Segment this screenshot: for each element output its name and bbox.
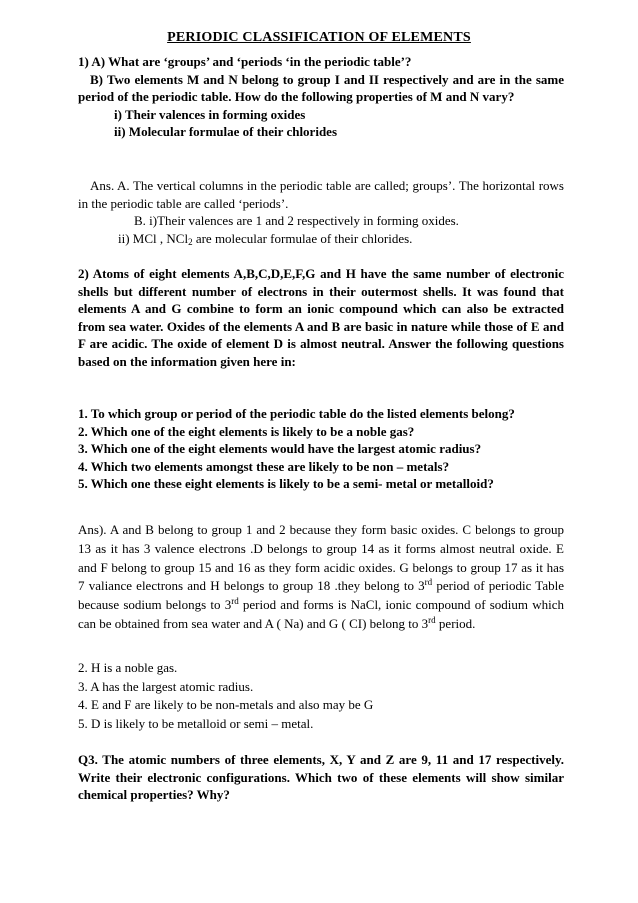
answer-2-text: period. xyxy=(435,615,476,631)
answer-2-text: Ans). A and B belong to group 1 and 2 because they form basic oxides. C belongs to group 13 as it has 3 valence electrons .D belongs to group 14 as it forms almost neutral oxide. E and F belong to group 15 and 16 as they form acidic oxides. G belongs to group 17 as it has 7 valiance electrons and H belongs to group 18 .they belong to 3 xyxy=(78,522,564,594)
question-1b-part-ii: ii) Molecular formulae of their chlorides xyxy=(114,124,337,140)
answer-1b-ii-text: ii) MCl , NCl xyxy=(118,230,189,246)
question-1b-part-i: i) Their valences in forming oxides xyxy=(114,106,306,122)
question-2-item: 2. Which one of the eight elements is likely to be a noble gas? xyxy=(78,423,415,439)
question-2-intro: 2) Atoms of eight elements A,B,C,D,E,F,G and H have the same number of electronic shells but different number of electrons in their outermost shells. It was found that elements A and G combine to form an ionic compound which can also be extracted from sea water. Oxides of the elements A and B are basic in nature while those of E and F are acidic. The oxide of element D is almost neutral. Answer the following questions based on the information given here in: xyxy=(78,266,564,369)
question-2-list xyxy=(78,405,564,493)
answer-2-text: period of periodic Table because sodium belongs to 3 xyxy=(78,578,564,613)
document-title: PERIODIC CLASSIFICATION OF ELEMENTS xyxy=(167,30,471,45)
answer-2-item: 2. H is a noble gas. xyxy=(78,660,178,675)
question-2-item: 5. Which one these eight elements is likely to be a semi- metal or metalloid? xyxy=(78,476,494,492)
question-1a: 1) A) What are ‘groups’ and ‘periods ‘in the periodic table’? xyxy=(78,54,412,69)
answer-2-item: 4. E and F are likely to be non-metals and also may be G xyxy=(78,697,374,712)
question-2-item: 3. Which one of the eight elements would have the largest atomic radius? xyxy=(78,441,482,457)
answer-1a: Ans. A. The vertical columns in the periodic table are called; groups’. The horizontal rows in the periodic table are called ‘periods’. xyxy=(78,178,564,211)
answer-2-list xyxy=(78,659,564,733)
answer-2-item: 3. A has the largest atomic radius. xyxy=(78,678,254,694)
answer-2-text: period and forms is NaCl, ionic compound of sodium which can be obtained from sea water and A ( Na) and G ( CI) belong to 3 xyxy=(78,597,564,631)
answer-2-superscript: rd xyxy=(424,577,433,588)
answer-1b-part-ii xyxy=(78,230,564,248)
answer-2-superscript: rd xyxy=(231,596,239,607)
question-2-item: 4. Which two elements amongst these are likely to be non – metals? xyxy=(78,458,450,474)
answer-2-superscript: rd xyxy=(428,614,436,625)
question-1 xyxy=(78,53,564,141)
answer-1 xyxy=(78,177,564,247)
answer-1b-ii-text-end: are molecular formulae of their chlorides. xyxy=(192,230,413,246)
answer-2-item: 5. D is likely to be metalloid or semi – metal. xyxy=(78,715,314,731)
answer-1b-ii-subscript: 2 xyxy=(188,236,193,247)
question-2-item: 1. To which group or period of the periodic table do the listed elements belong? xyxy=(78,406,515,421)
answer-2-paragraph xyxy=(78,521,564,634)
question-3: Q3. The atomic numbers of three elements, X, Y and Z are 9, 11 and 17 respectively. Write their electronic configurations. Which two of these elements will show similar chemical properties? Why? xyxy=(78,752,564,803)
answer-1b-part-i: B. i)Their valences are 1 and 2 respectively in forming oxides. xyxy=(134,213,459,229)
question-1b: B) Two elements M and N belong to group I and II respectively and are in the same period of the periodic table. How do the following properties of M and N vary? xyxy=(78,71,564,105)
